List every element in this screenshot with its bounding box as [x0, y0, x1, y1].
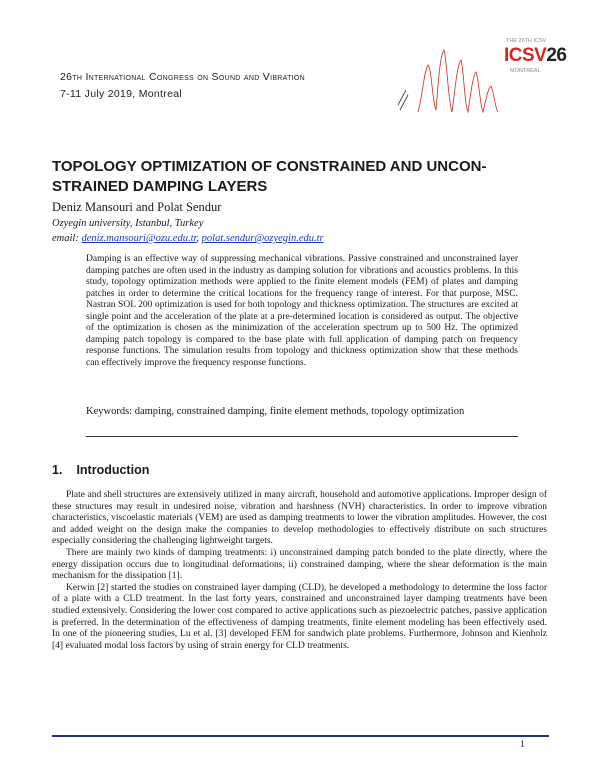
footer-rule: [52, 735, 549, 737]
authors: Deniz Mansouri and Polat Sendur: [52, 200, 222, 214]
email-link-1[interactable]: deniz.mansouri@ozu.edu.tr: [81, 233, 197, 244]
email-link-2[interactable]: polat.sendur@ozyegin.edu.tr: [201, 233, 324, 244]
email-label: email:: [52, 233, 79, 244]
logo-text: ICSV26: [504, 45, 567, 66]
section-body: [52, 490, 547, 652]
conference-name: 26th International Congress on Sound and Vibration: [60, 71, 306, 83]
page-number: 1: [520, 740, 525, 750]
email-line: email: deniz.mansouri@ozu.edu.tr, polat.sendur@ozyegin.edu.tr: [52, 233, 324, 244]
paragraph: Kerwin [2] started the studies on constrained layer damping (CLD), he developed a methodology to determine the loss factor of a plate with a CLD treatment. In the last forty years, constrained and unconstrained layer damping treatments have been studied extensively. Considering the lower cost compared to active applications such as piezoelectric patches, passive application is preferred. In the determination of the effectiveness of damping treatments, finite element modeling has been effectively used. In one of the pioneering studies, Lu et al. [3] developed FEM for sandwich plate problems. Furthermore, Johnson and Kienholz [4] evaluated modal loss factors by using of strain energy for CLD treatments.: [52, 582, 547, 651]
conference-header: [60, 70, 305, 101]
section-heading: 1. Introduction: [52, 463, 150, 477]
paragraph: There are mainly two kinds of damping treatments: i) unconstrained damping patch bonded to the plate directly, where the energy dissipation occurs due to longitudinal deformations, ii) constrained damping, where the shear deformation is the main mechanism for the dissipation [1].: [52, 547, 547, 582]
conference-date: 7-11 July 2019, Montreal: [60, 88, 182, 100]
keywords: Keywords: damping, constrained damping, finite element methods, topology optimization: [86, 406, 465, 417]
paragraph: Plate and shell structures are extensively utilized in many aircraft, household and automotive applications. Improper design of these structures may result in undesired noise, vibration and harshness (NVH) characteristics. In order to improve vibration characteristics, viscoelastic materials (VEM) are used as damping treatments to lower the vibration amplitudes. However, the cost and added weight on the design make the companies to develop methodologies to effectively distribute on such structures especially considering the challenging lightweight targets.: [52, 490, 547, 547]
abstract: Damping is an effective way of suppressing mechanical vibrations. Passive constrained and unconstrained layer damping patches are often used in the industry as damping solution for vibrations and acoustics problems. In this study, topology optimization methods were applied to the finite element models (FEM) of plates and damping patches in order to determine the critical locations for the frequency range of interest. For that purpose, MSC. Nastran SOL 200 optimization is used for both topology and thickness optimization. The structures are excited at single point and the acceleration of the plate at a pre-determined location is considered as output. The objective of the optimization is chosen as the minimization of the acceleration spectrum up to 500 Hz. The optimized damping patch topology is compared to the base plate with full application of damping patch on frequency response functions. The simulation results from topology and thickness optimization show that these methods can effectively improve the frequency response functions.: [86, 254, 518, 368]
paper-title: TOPOLOGY OPTIMIZATION OF CONSTRAINED AND UNCON-STRAINED DAMPING LAYERS: [52, 158, 487, 195]
affiliation: Ozyegin university, Istanbul, Turkey: [52, 218, 204, 229]
logo-small-bottom: MONTREAL: [510, 68, 541, 74]
logo-small-top: THE 26TH ICSV: [506, 38, 547, 44]
abstract-divider: [86, 436, 518, 437]
